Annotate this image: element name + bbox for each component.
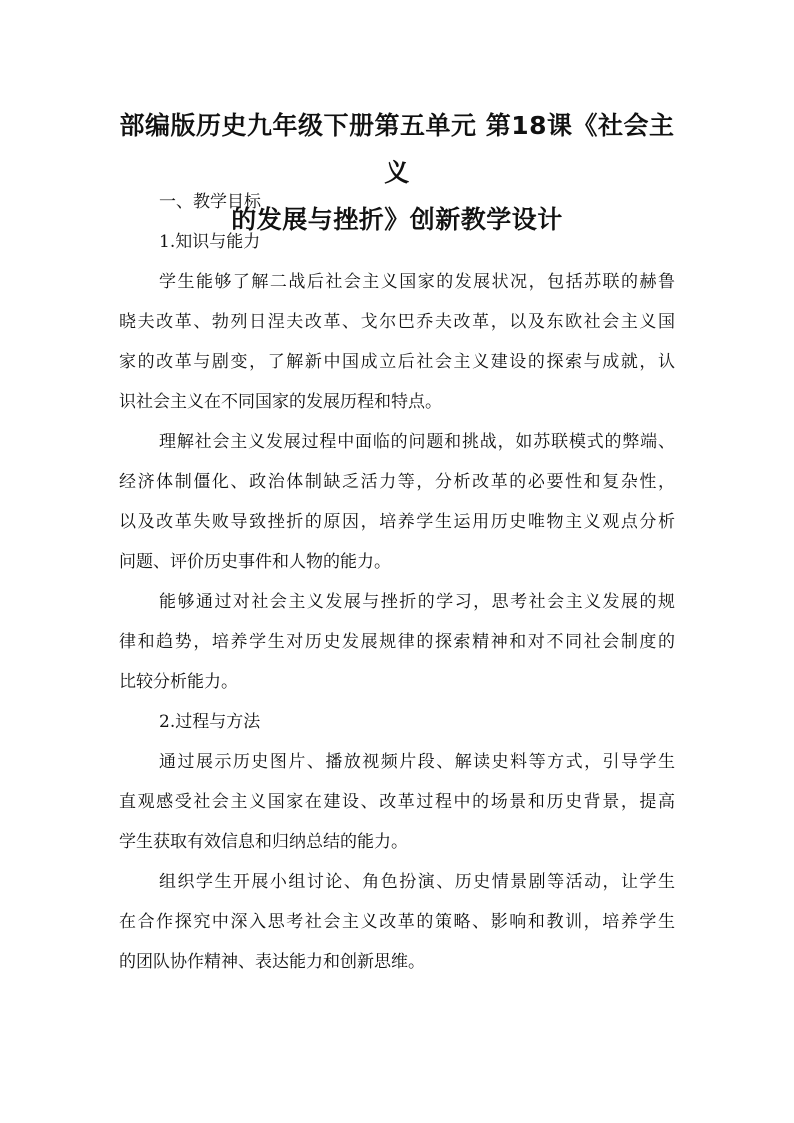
subsection-heading-process-method: 2.过程与方法 [159,712,261,732]
paragraph-line: 理解社会主义发展过程中面临的问题和挑战，如苏联模式的弊端、 [159,432,675,452]
paragraph-line: 的团队协作精神、表达能力和创新思维。 [119,952,425,972]
paragraph-line: 能够通过对社会主义发展与挫折的学习，思考社会主义发展的规 [159,592,675,612]
paragraph-line: 直观感受社会主义国家在建设、改革过程中的场景和历史背景，提高 [119,792,675,812]
paragraph-4 [119,742,675,862]
title-line-1: 部编版历史九年级下册第五单元 第18课《社会主义 [119,111,675,187]
paragraph-line: 晓夫改革、勃列日涅夫改革、戈尔巴乔夫改革，以及东欧社会主义国 [119,312,675,332]
paragraph-line: 以及改革失败导致挫折的原因，培养学生运用历史唯物主义观点分析 [119,512,675,532]
paragraph-3 [119,582,675,702]
paragraph-2 [119,422,675,582]
paragraph-line: 学生能够了解二战后社会主义国家的发展状况，包括苏联的赫鲁 [159,272,675,292]
paragraph-line: 组织学生开展小组讨论、角色扮演、历史情景剧等活动，让学生 [159,872,675,892]
paragraph-line: 比较分析能力。 [119,672,238,692]
paragraph-line: 问题、评价历史事件和人物的能力。 [119,552,391,572]
paragraph-line: 家的改革与剧变，了解新中国成立后社会主义建设的探索与成就，认 [119,352,675,372]
section-heading-teaching-goals: 一、教学目标 [159,192,261,212]
paragraph-1 [119,262,675,422]
paragraph-line: 识社会主义在不同国家的发展历程和特点。 [119,392,442,412]
paragraph-line: 通过展示历史图片、播放视频片段、解读史料等方式，引导学生 [159,752,675,772]
paragraph-5 [119,862,675,982]
title-line-2: 的发展与挫折》创新教学设计 [231,205,563,234]
subsection-heading-knowledge-ability: 1.知识与能力 [159,232,261,252]
paragraph-line: 律和趋势，培养学生对历史发展规律的探索精神和对不同社会制度的 [119,632,675,652]
paragraph-line: 在合作探究中深入思考社会主义改革的策略、影响和教训，培养学生 [119,912,675,932]
paragraph-line: 学生获取有效信息和归纳总结的能力。 [119,832,408,852]
paragraph-line: 经济体制僵化、政治体制缺乏活力等，分析改革的必要性和复杂性， [119,472,675,492]
document-body [119,182,675,982]
